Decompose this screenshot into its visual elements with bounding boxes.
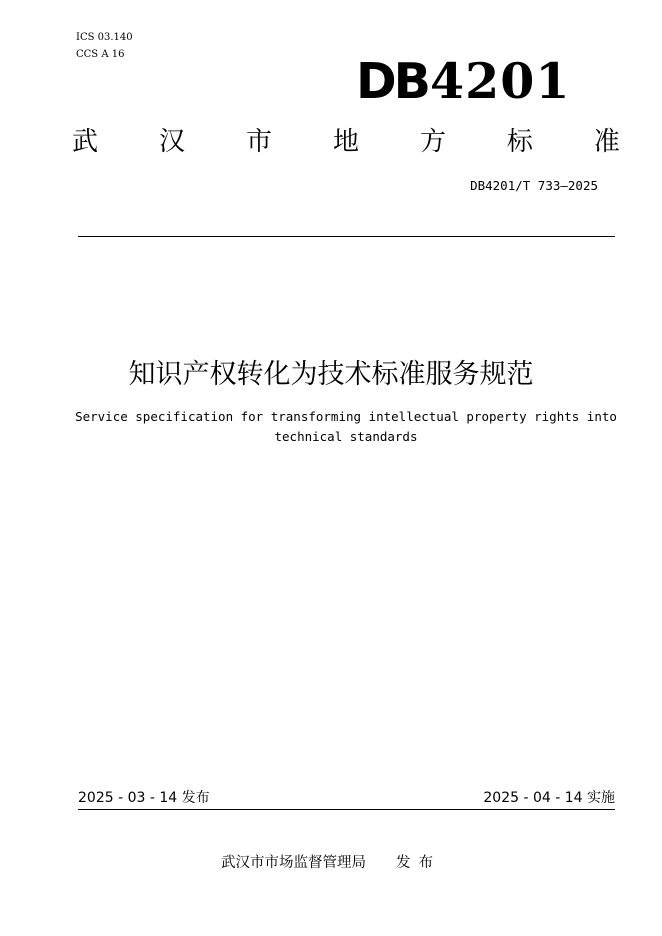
footer-divider <box>78 809 615 810</box>
implementation-date: 2025 - 04 - 14 实施 <box>483 790 615 806</box>
level-title-char: 汉 <box>158 127 185 157</box>
issue-date: 2025 - 03 - 14 发布 <box>78 790 210 806</box>
db-logo-prefix: DB <box>356 53 429 110</box>
db-logo-number: 4201 <box>430 52 571 110</box>
document-title-en: Service specification for transforming intellectual property rights into technical standards <box>75 409 617 444</box>
level-title-char: 准 <box>593 127 620 157</box>
level-title-char: 标 <box>506 127 533 157</box>
issuer-name: 武汉市市场监督管理局 <box>221 855 366 871</box>
header-divider <box>78 236 615 237</box>
document-title-zh: 知识产权转化为技术标准服务规范 <box>128 359 534 390</box>
standard-number: DB4201/T 733—2025 <box>470 178 598 193</box>
issuer-action: 发布 <box>396 855 441 871</box>
db-standard-logo <box>356 52 571 110</box>
standard-level-title <box>72 124 620 160</box>
ccs-code: CCS A 16 <box>76 49 125 60</box>
level-title-char: 市 <box>245 127 272 157</box>
level-title-char: 方 <box>419 127 446 157</box>
ics-code: ICS 03.140 <box>76 32 133 43</box>
level-title-char: 地 <box>332 127 359 157</box>
issuing-authority <box>0 852 662 874</box>
level-title-char: 武 <box>72 127 99 157</box>
